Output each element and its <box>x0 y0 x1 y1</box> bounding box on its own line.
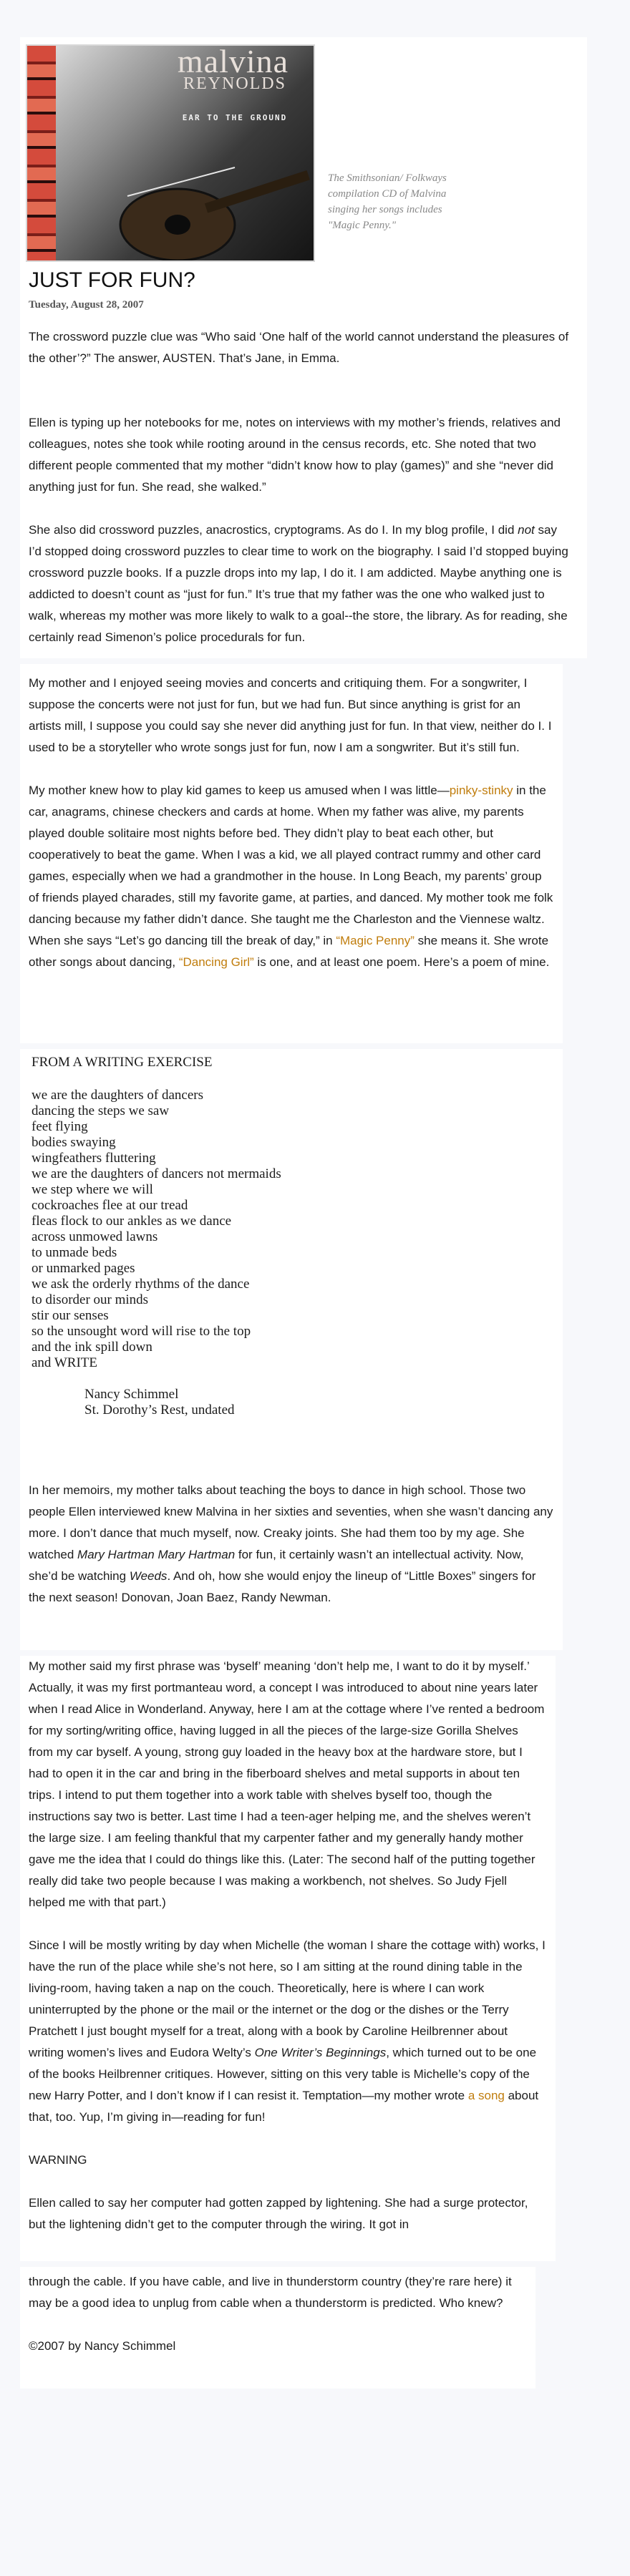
image-caption: The Smithsonian/ Folkways compilation CD of Malvina singing her songs includes "Magic Penny." <box>328 172 447 231</box>
poem-line: we are the daughters of dancers not mermaids <box>32 1166 281 1181</box>
poem-line: fleas flock to our ankles as we dance <box>32 1214 232 1229</box>
post-body-3 <box>29 1480 555 1609</box>
paragraph: My mother knew how to play kid games to keep us amused when I was little—pinky-stinky in the car, anagrams, chinese checkers and cards at home. When my father was alive, my parents played double solitaire most nights before bed. They didn’t play to beat each other, but cooperatively to beat the game. When I was a kid, we all played contract rummy and other card games, especially when we had a grandmother in the house. In Long Beach, my parents’ group of friends played charades, still my favorite game, at parties, and danced. My mother took me folk dancing because my father didn’t dance. She taught me the Charleston and the Viennese waltz. When she says “Let’s go dancing till the break of day,” in “Magic Penny” she means it. She wrote other songs about dancing, “Dancing Girl” is one, and at least one poem. Here’s a poem of mine. <box>29 784 553 969</box>
paragraph: My mother and I enjoyed seeing movies and concerts and critiquing them. For a songwriter, I suppose the concerts were not just for fun, but we had fun. But since anything is grist for an artists mill, I suppose you could say she never did anything just for fun. In that view, neither do I. I used to be a storyteller who wrote songs just for fun, now I am a songwriter. But it’s still fun. <box>29 676 552 754</box>
paragraph: Since I will be mostly writing by day when Michelle (the woman I share the cottage with) works, I have the run of the place while she’s not here, so I am sitting at the round dining table in the living-room, having taken a nap on the couch. Theoretically, here is where I can work uninterrupted by the phone or the mail or the internet or the dog or the dishes or the Terry Pratchett I just bought myself for a treat, along with a book by Caroline Heilbrenner about writing women’s lives and Eudora Welty’s One Writer’s Beginnings, which turned out to be one of the books Heilbrenner critiques. However, sitting on this very table is Michelle’s copy of the new Harry Potter, and I don’t know if I can resist it. Temptation—my mother wrote a song about that, too. Yup, I’m giving in—reading for fun! <box>29 1938 546 2124</box>
poem-line: feet flying <box>32 1119 88 1134</box>
book-title: One Writer’s Beginnings <box>254 2046 387 2059</box>
poem-line: dancing the steps we saw <box>32 1103 170 1118</box>
paragraph: Ellen called to say her computer had gotten zapped by lightening. She had a surge protector, but the lightening didn’t get to the computer through the wiring. It got in <box>29 2196 528 2231</box>
link-dancing-girl[interactable]: “Dancing Girl” <box>178 955 254 969</box>
copyright: ©2007 by Nancy Schimmel <box>29 2339 176 2353</box>
poem-line: and the ink spill down <box>32 1340 152 1355</box>
poem-lines <box>32 1088 547 1371</box>
album-artist-surname: REYNOLDS <box>183 74 286 93</box>
post-body-5 <box>29 2271 530 2357</box>
post-body-2 <box>29 673 555 973</box>
poem-line: to unmade beds <box>32 1245 117 1260</box>
link-a-song[interactable]: a song <box>467 2089 505 2102</box>
poem-line: so the unsought word will rise to the top <box>32 1324 251 1339</box>
warning-heading: WARNING <box>29 2153 87 2167</box>
poem-line: across unmowed lawns <box>32 1229 158 1244</box>
link-pinky-stinky[interactable]: pinky-stinky <box>449 784 513 797</box>
poem-line: stir our senses <box>32 1308 109 1323</box>
poem-author: Nancy Schimmel <box>84 1387 179 1402</box>
poem-line: to disorder our minds <box>32 1292 149 1307</box>
post-body-4 <box>29 1656 546 2235</box>
poem-line: we step where we will <box>32 1182 153 1197</box>
poem-line: or unmarked pages <box>32 1261 135 1276</box>
paragraph: In her memoirs, my mother talks about teaching the boys to dance in high school. Those two people Ellen interviewed knew Malvina in her sixties and seventies, when she wasn’t dancing any more. I don’t dance that much myself, now. Creaky joints. She had them too by my age. She watched Mary Hartman Mary Hartman for fun, it certainly wasn’t an intellectual activity. Now, she’d be watching Weeds. And oh, how she would enjoy the lineup of “Little Boxes” singers for the next season! Donovan, Joan Baez, Randy Newman. <box>29 1483 553 1604</box>
link-magic-penny[interactable]: “Magic Penny” <box>336 934 415 947</box>
poem-line: and WRITE <box>32 1355 97 1370</box>
paragraph: The crossword puzzle clue was “Who said ‘One half of the world cannot understand the pleasures of the other’?” The answer, AUSTEN. That’s Jane, in Emma. <box>29 330 569 365</box>
album-title: EAR TO THE GROUND <box>182 113 288 122</box>
post-body-1 <box>29 326 573 648</box>
show-title: Weeds <box>129 1569 168 1583</box>
paragraph: through the cable. If you have cable, and live in thunderstorm country (they’re rare here) it may be a good idea to unplug from cable when a thunderstorm is predicted. Who knew? <box>29 2275 512 2310</box>
album-artist-name: malvina <box>177 44 289 79</box>
show-title: Mary Hartman Mary Hartman <box>77 1548 236 1561</box>
poem-heading: FROM A WRITING EXERCISE <box>32 1055 213 1070</box>
poem-line: wingfeathers fluttering <box>32 1151 156 1166</box>
post-date: Tuesday, August 28, 2007 <box>29 299 144 311</box>
poem-line: cockroaches flee at our tread <box>32 1198 188 1213</box>
post-title: JUST FOR FUN? <box>29 268 195 292</box>
poem-line: we are the daughters of dancers <box>32 1088 204 1103</box>
album-cover-image <box>26 44 315 262</box>
album-pattern-stripe <box>27 46 56 260</box>
poem-line: bodies swaying <box>32 1135 116 1150</box>
emphasis-text: not <box>518 523 535 537</box>
poem-line: we ask the orderly rhythms of the dance <box>32 1277 250 1292</box>
poem-block <box>32 1055 547 1418</box>
guitar-illustration <box>99 153 314 262</box>
paragraph: She also did crossword puzzles, anacrostics, cryptograms. As do I. In my blog profile, I did not say I’d stopped doing crossword puzzles to clear time to work on the biography. I said I’d stopped buying crossword puzzle books. If a puzzle drops into my lap, I do it. I am addicted. Maybe anything one is addicted to doesn’t count as “just for fun.” It’s true that my father was the one who walked just to walk, whereas my mother was more likely to walk to a goal--the store, the library. As for reading, she certainly read Simenon’s police procedurals for fun. <box>29 523 568 644</box>
paragraph: My mother said my first phrase was ‘byself’ meaning ‘don’t help me, I want to do it by myself.’ Actually, it was my first portmanteau word, a concept I was introduced to about nine years later when I read Alice in Wonderland. Anyway, here I am at the cottage where I’ve rented a bedroom for my sorting/writing office, having lugged in all the pieces of the large-size Gorilla Shelves from my car byself. A young, strong guy loaded in the heavy box at the hardware store, but I had to open it in the car and bring in the fiberboard shelves and metal supports in about ten trips. I intend to put them together into a work table with shelves byself too, though the instructions say two is better. Last time I had a teen-ager helping me, and the shelves weren’t the large size. I am feeling thankful that my carpenter father and my generally handy mother gave me the idea that I could do things like this. (Later: The second half of the putting together really did take two people because I was making a workbench, not shelves. So Judy Fjell helped me with that part.) <box>29 1659 545 1909</box>
poem-place: St. Dorothy’s Rest, undated <box>84 1402 235 1418</box>
paragraph: Ellen is typing up her notebooks for me, notes on interviews with my mother’s friends, relatives and colleagues, notes she took while rooting around in the census records, etc. She noted that two different people commented that my mother “didn’t know how to play (games)” and she “never did anything just for fun. She read, she walked.” <box>29 416 561 494</box>
